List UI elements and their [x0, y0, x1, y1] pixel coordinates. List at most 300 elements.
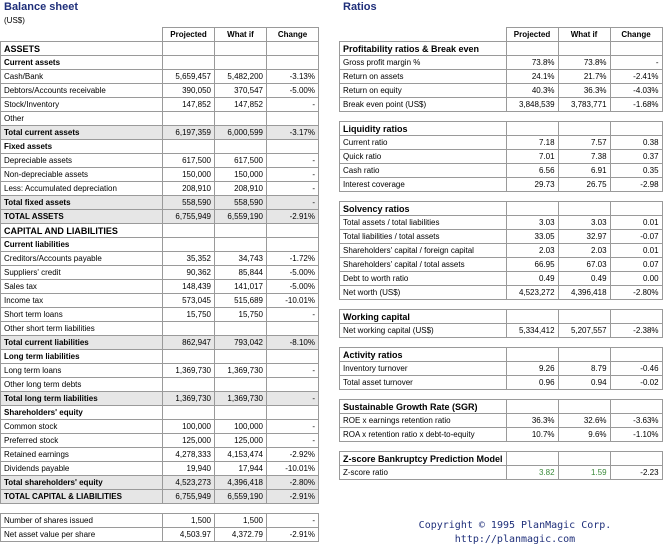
ratio-table-row	[340, 362, 663, 376]
balance-change-cell[interactable]: -	[267, 98, 319, 112]
balance-change-cell[interactable]: -	[267, 182, 319, 196]
ratio-section-heading	[340, 122, 663, 136]
balance-projected-cell[interactable]: 1,500	[163, 514, 215, 528]
ratio-row-label: Activity ratios	[340, 348, 507, 362]
balance-row-label: Total fixed assets	[1, 196, 163, 210]
ratio-change-cell[interactable]: -	[610, 56, 662, 70]
balance-change-cell[interactable]: -	[267, 420, 319, 434]
balance-projected-cell[interactable]: 147,852	[163, 98, 215, 112]
balance-what-if-cell[interactable]: 6,559,190	[215, 210, 267, 224]
ratio-what-if-header: What if	[558, 28, 610, 42]
balance-total-row	[1, 126, 319, 140]
ratio-spacer	[340, 300, 663, 310]
balance-what-if-cell[interactable]: 150,000	[215, 168, 267, 182]
ratio-section-heading	[340, 452, 663, 466]
ratio-what-if-cell[interactable]: 36.3%	[558, 84, 610, 98]
balance-row-label: Cash/Bank	[1, 70, 163, 84]
balance-table-row	[1, 70, 319, 84]
ratio-row-label: ROE x earnings retention ratio	[340, 414, 507, 428]
ratio-empty-cell	[506, 400, 558, 414]
ratio-what-if-cell[interactable]: 7.38	[558, 150, 610, 164]
ratio-spacer	[340, 442, 663, 452]
balance-what-if-cell[interactable]	[215, 378, 267, 392]
balance-what-if-cell[interactable]: 4,372.79	[215, 528, 267, 542]
ratio-row-label: Total asset turnover	[340, 376, 507, 390]
balance-row-label: Stock/Inventory	[1, 98, 163, 112]
balance-row-label: Common stock	[1, 420, 163, 434]
ratio-empty-cell	[558, 42, 610, 56]
balance-change-cell[interactable]: -5.00%	[267, 280, 319, 294]
balance-section-heading	[1, 224, 319, 238]
ratio-row-label: Z-score ratio	[340, 466, 507, 480]
ratio-empty-cell	[558, 348, 610, 362]
balance-empty-cell	[215, 140, 267, 154]
balance-what-if-cell[interactable]: 15,750	[215, 308, 267, 322]
balance-projected-cell[interactable]: 100,000	[163, 420, 215, 434]
balance-what-if-cell[interactable]: 617,500	[215, 154, 267, 168]
ratio-projected-cell[interactable]: 3,848,539	[506, 98, 558, 112]
balance-empty-cell	[267, 42, 319, 56]
balance-change-cell[interactable]: -2.91%	[267, 210, 319, 224]
balance-what-if-cell[interactable]: 370,547	[215, 84, 267, 98]
balance-change-header: Change	[267, 28, 319, 42]
balance-projected-cell[interactable]	[163, 112, 215, 126]
ratio-row-label: Return on equity	[340, 84, 507, 98]
balance-projected-cell[interactable]: 6,755,949	[163, 490, 215, 504]
ratio-section-heading	[340, 42, 663, 56]
ratio-spacer	[340, 390, 663, 400]
balance-empty-cell	[163, 42, 215, 56]
balance-projected-cell[interactable]: 15,750	[163, 308, 215, 322]
balance-projected-cell[interactable]: 6,755,949	[163, 210, 215, 224]
balance-change-cell[interactable]: -10.01%	[267, 294, 319, 308]
balance-projected-cell[interactable]	[163, 378, 215, 392]
ratio-row-label: Cash ratio	[340, 164, 507, 178]
ratio-row-label: Return on assets	[340, 70, 507, 84]
balance-row-label: Fixed assets	[1, 140, 163, 154]
balance-what-if-cell[interactable]: 141,017	[215, 280, 267, 294]
ratio-projected-cell[interactable]: 29.73	[506, 178, 558, 192]
ratio-what-if-cell[interactable]: 9.6%	[558, 428, 610, 442]
ratio-what-if-cell[interactable]: 32.97	[558, 230, 610, 244]
ratio-row-label: Z-score Bankruptcy Prediction Model	[340, 452, 507, 466]
balance-projected-cell[interactable]: 6,197,359	[163, 126, 215, 140]
balance-what-if-cell[interactable]: 147,852	[215, 98, 267, 112]
ratio-table-row	[340, 98, 663, 112]
balance-table-row	[1, 308, 319, 322]
ratio-what-if-cell[interactable]: 3,783,771	[558, 98, 610, 112]
ratio-header-row	[340, 28, 663, 42]
balance-change-cell[interactable]	[267, 378, 319, 392]
ratio-what-if-cell[interactable]: 32.6%	[558, 414, 610, 428]
balance-row-label: Sales tax	[1, 280, 163, 294]
ratios-title: Ratios	[343, 1, 377, 13]
balance-projected-cell[interactable]: 150,000	[163, 168, 215, 182]
balance-what-if-cell[interactable]: 125,000	[215, 434, 267, 448]
ratio-empty-cell	[610, 42, 662, 56]
balance-projected-cell[interactable]: 558,590	[163, 196, 215, 210]
balance-empty-cell	[163, 224, 215, 238]
balance-table-row	[1, 364, 319, 378]
ratio-row-label: Interest coverage	[340, 178, 507, 192]
balance-projected-cell[interactable]: 862,947	[163, 336, 215, 350]
balance-change-cell[interactable]: -	[267, 434, 319, 448]
balance-change-cell[interactable]: -	[267, 364, 319, 378]
ratio-table-row	[340, 136, 663, 150]
ratio-change-cell[interactable]: -4.03%	[610, 84, 662, 98]
balance-projected-header: Projected	[163, 28, 215, 42]
balance-table-row	[1, 182, 319, 196]
ratio-what-if-cell[interactable]: 73.8%	[558, 56, 610, 70]
ratio-projected-cell[interactable]: 33.05	[506, 230, 558, 244]
ratio-projected-cell[interactable]: 2.03	[506, 244, 558, 258]
balance-empty-cell	[215, 42, 267, 56]
ratio-section-heading	[340, 400, 663, 414]
ratio-row-label: Net worth (US$)	[340, 286, 507, 300]
balance-row-label: CAPITAL AND LIABILITIES	[1, 224, 163, 238]
ratio-projected-cell[interactable]: 36.3%	[506, 414, 558, 428]
ratio-empty-cell	[610, 310, 662, 324]
ratio-projected-header: Projected	[506, 28, 558, 42]
balance-what-if-cell[interactable]: 1,369,730	[215, 392, 267, 406]
ratio-change-cell[interactable]: 0.01	[610, 244, 662, 258]
balance-row-label: Creditors/Accounts payable	[1, 252, 163, 266]
balance-row-label: Less: Accumulated depreciation	[1, 182, 163, 196]
balance-projected-cell[interactable]	[163, 322, 215, 336]
ratios-table	[339, 27, 663, 480]
balance-empty-cell	[163, 406, 215, 420]
ratio-empty-cell	[610, 400, 662, 414]
balance-total-row	[1, 476, 319, 490]
ratio-what-if-cell[interactable]: 8.79	[558, 362, 610, 376]
balance-table-row	[1, 378, 319, 392]
balance-what-if-cell[interactable]: 1,500	[215, 514, 267, 528]
ratio-empty-cell	[506, 452, 558, 466]
balance-what-if-cell[interactable]: 5,482,200	[215, 70, 267, 84]
copyright-footer	[390, 519, 640, 547]
balance-row-label: Long term loans	[1, 364, 163, 378]
ratio-empty-cell	[558, 310, 610, 324]
balance-projected-cell[interactable]: 148,439	[163, 280, 215, 294]
ratio-projected-cell[interactable]: 4,523,272	[506, 286, 558, 300]
ratio-change-cell[interactable]: -3.63%	[610, 414, 662, 428]
ratio-spacer	[340, 338, 663, 348]
ratio-row-label: Current ratio	[340, 136, 507, 150]
balance-projected-cell[interactable]: 35,352	[163, 252, 215, 266]
ratio-projected-cell[interactable]: 24.1%	[506, 70, 558, 84]
ratios-panel	[339, 0, 670, 480]
balance-row-label: Total shareholders' equity	[1, 476, 163, 490]
balance-row-label: Total current liabilities	[1, 336, 163, 350]
balance-row-label: Non-depreciable assets	[1, 168, 163, 182]
ratio-empty-cell	[506, 122, 558, 136]
ratio-row-label: Working capital	[340, 310, 507, 324]
balance-projected-cell[interactable]: 1,369,730	[163, 392, 215, 406]
balance-row-label: Current liabilities	[1, 238, 163, 252]
balance-empty-cell	[163, 350, 215, 364]
ratio-change-cell[interactable]: -2.23	[610, 466, 662, 480]
ratio-table-row	[340, 272, 663, 286]
ratio-empty-cell	[610, 452, 662, 466]
balance-row-label: Shareholders' equity	[1, 406, 163, 420]
balance-total-row	[1, 196, 319, 210]
balance-change-cell[interactable]: -	[267, 392, 319, 406]
balance-projected-cell[interactable]: 90,362	[163, 266, 215, 280]
balance-projected-cell[interactable]: 573,045	[163, 294, 215, 308]
ratio-table-row	[340, 56, 663, 70]
balance-what-if-cell[interactable]: 1,369,730	[215, 364, 267, 378]
ratio-table-row	[340, 258, 663, 272]
balance-what-if-cell[interactable]: 6,559,190	[215, 490, 267, 504]
ratio-change-cell[interactable]: 0.01	[610, 216, 662, 230]
balance-change-cell[interactable]: -	[267, 308, 319, 322]
ratio-row-label: Liquidity ratios	[340, 122, 507, 136]
ratio-projected-cell[interactable]: 3.82	[506, 466, 558, 480]
ratio-projected-cell[interactable]: 9.26	[506, 362, 558, 376]
balance-what-if-cell[interactable]: 4,396,418	[215, 476, 267, 490]
balance-change-cell[interactable]: -2.91%	[267, 528, 319, 542]
balance-projected-cell[interactable]: 617,500	[163, 154, 215, 168]
ratio-projected-cell[interactable]: 73.8%	[506, 56, 558, 70]
balance-empty-cell	[215, 406, 267, 420]
balance-change-cell[interactable]: -3.17%	[267, 126, 319, 140]
balance-what-if-cell[interactable]: 558,590	[215, 196, 267, 210]
balance-empty-cell	[267, 350, 319, 364]
ratio-table-row	[340, 286, 663, 300]
balance-table-row	[1, 252, 319, 266]
balance-table-row	[1, 448, 319, 462]
ratio-what-if-cell[interactable]: 0.49	[558, 272, 610, 286]
ratio-change-cell[interactable]: -1.10%	[610, 428, 662, 442]
ratio-empty-cell	[506, 348, 558, 362]
balance-row-label: Other long term debts	[1, 378, 163, 392]
ratio-change-cell[interactable]: -2.80%	[610, 286, 662, 300]
balance-section-heading	[1, 406, 319, 420]
ratio-empty-cell	[558, 122, 610, 136]
balance-what-if-cell[interactable]: 85,844	[215, 266, 267, 280]
balance-section-heading	[1, 238, 319, 252]
ratio-what-if-cell[interactable]: 2.03	[558, 244, 610, 258]
ratio-row-label: Quick ratio	[340, 150, 507, 164]
balance-row-label: Other	[1, 112, 163, 126]
balance-projected-cell[interactable]: 4,523,273	[163, 476, 215, 490]
ratio-section-heading	[340, 202, 663, 216]
ratio-change-cell[interactable]: -2.38%	[610, 324, 662, 338]
balance-spacer	[1, 504, 319, 514]
ratio-change-cell[interactable]: 0.37	[610, 150, 662, 164]
ratio-what-if-cell[interactable]: 3.03	[558, 216, 610, 230]
ratio-change-cell[interactable]: -2.41%	[610, 70, 662, 84]
ratio-projected-cell[interactable]: 66.95	[506, 258, 558, 272]
ratio-what-if-cell[interactable]: 21.7%	[558, 70, 610, 84]
ratio-row-label: Shareholders' capital / foreign capital	[340, 244, 507, 258]
balance-projected-cell[interactable]: 1,369,730	[163, 364, 215, 378]
ratio-change-cell[interactable]: -0.46	[610, 362, 662, 376]
balance-change-cell[interactable]: -5.00%	[267, 266, 319, 280]
ratio-table-row	[340, 466, 663, 480]
balance-change-cell[interactable]: -	[267, 514, 319, 528]
website-link[interactable]: http://planmagic.com	[454, 534, 576, 545]
balance-row-label: Net asset value per share	[1, 528, 163, 542]
ratio-projected-cell[interactable]: 7.18	[506, 136, 558, 150]
balance-change-cell[interactable]: -8.10%	[267, 336, 319, 350]
balance-what-if-cell[interactable]: 515,689	[215, 294, 267, 308]
ratio-change-cell[interactable]: 0.07	[610, 258, 662, 272]
ratio-change-cell[interactable]: 0.35	[610, 164, 662, 178]
balance-table-row	[1, 528, 319, 542]
balance-table-row	[1, 98, 319, 112]
ratio-row-label: Profitability ratios & Break even	[340, 42, 507, 56]
ratio-change-cell[interactable]: 0.00	[610, 272, 662, 286]
balance-table-row	[1, 322, 319, 336]
balance-what-if-cell[interactable]: 17,944	[215, 462, 267, 476]
balance-what-if-cell[interactable]: 4,153,474	[215, 448, 267, 462]
balance-change-cell[interactable]	[267, 322, 319, 336]
balance-row-label: Number of shares issued	[1, 514, 163, 528]
balance-change-cell[interactable]: -10.01%	[267, 462, 319, 476]
balance-table-row	[1, 420, 319, 434]
balance-change-cell[interactable]: -2.92%	[267, 448, 319, 462]
balance-total-row	[1, 490, 319, 504]
balance-table-row	[1, 462, 319, 476]
ratio-change-header: Change	[610, 28, 662, 42]
balance-empty-cell	[267, 140, 319, 154]
ratio-table-row	[340, 244, 663, 258]
balance-row-label: Short term loans	[1, 308, 163, 322]
balance-sheet-title: Balance sheet	[4, 1, 78, 13]
ratio-empty-cell	[610, 202, 662, 216]
balance-row-label: Long term liabilities	[1, 350, 163, 364]
balance-total-row	[1, 336, 319, 350]
ratio-change-cell[interactable]: -0.07	[610, 230, 662, 244]
balance-change-cell[interactable]: -3.13%	[267, 70, 319, 84]
ratio-projected-cell[interactable]: 3.03	[506, 216, 558, 230]
ratio-empty-cell	[558, 452, 610, 466]
balance-change-cell[interactable]: -	[267, 154, 319, 168]
balance-section-heading	[1, 42, 319, 56]
balance-empty-cell	[163, 140, 215, 154]
balance-empty-cell	[215, 224, 267, 238]
balance-what-if-cell[interactable]	[215, 112, 267, 126]
ratio-projected-cell[interactable]: 40.3%	[506, 84, 558, 98]
balance-empty-cell	[267, 238, 319, 252]
balance-projected-cell[interactable]: 5,659,457	[163, 70, 215, 84]
balance-change-cell[interactable]	[267, 112, 319, 126]
balance-projected-cell[interactable]: 4,278,333	[163, 448, 215, 462]
balance-projected-cell[interactable]: 19,940	[163, 462, 215, 476]
ratio-row-label: ROA x retention ratio x debt-to-equity	[340, 428, 507, 442]
balance-projected-cell[interactable]: 125,000	[163, 434, 215, 448]
balance-projected-cell[interactable]: 208,910	[163, 182, 215, 196]
ratio-table-row	[340, 414, 663, 428]
balance-change-cell[interactable]: -	[267, 168, 319, 182]
ratio-what-if-cell[interactable]: 6.91	[558, 164, 610, 178]
ratio-projected-cell[interactable]: 0.49	[506, 272, 558, 286]
balance-row-label: Depreciable assets	[1, 154, 163, 168]
balance-empty-cell	[267, 406, 319, 420]
ratio-empty-cell	[506, 42, 558, 56]
currency-label: (US$)	[4, 16, 25, 25]
balance-what-if-header: What if	[215, 28, 267, 42]
balance-what-if-cell[interactable]	[215, 322, 267, 336]
ratio-table-row	[340, 216, 663, 230]
balance-what-if-cell[interactable]: 6,000,599	[215, 126, 267, 140]
balance-projected-cell[interactable]: 390,050	[163, 84, 215, 98]
ratio-spacer	[340, 112, 663, 122]
balance-table-row	[1, 434, 319, 448]
ratio-what-if-cell[interactable]: 26.75	[558, 178, 610, 192]
ratio-empty-cell	[506, 310, 558, 324]
balance-row-label: TOTAL ASSETS	[1, 210, 163, 224]
balance-row-label: Preferred stock	[1, 434, 163, 448]
ratio-projected-cell[interactable]: 5,334,412	[506, 324, 558, 338]
ratio-empty-cell	[558, 400, 610, 414]
balance-empty-cell	[163, 56, 215, 70]
balance-change-cell[interactable]: -2.80%	[267, 476, 319, 490]
ratio-change-cell[interactable]: -0.02	[610, 376, 662, 390]
ratio-table-row	[340, 324, 663, 338]
ratio-projected-cell[interactable]: 6.56	[506, 164, 558, 178]
ratio-section-heading	[340, 310, 663, 324]
ratio-what-if-cell[interactable]: 0.94	[558, 376, 610, 390]
ratio-table-row	[340, 164, 663, 178]
balance-empty-cell	[267, 56, 319, 70]
balance-what-if-cell[interactable]: 793,042	[215, 336, 267, 350]
ratio-change-cell[interactable]: 0.38	[610, 136, 662, 150]
balance-what-if-cell[interactable]: 208,910	[215, 182, 267, 196]
balance-row-label: ASSETS	[1, 42, 163, 56]
ratio-change-cell[interactable]: -1.68%	[610, 98, 662, 112]
balance-change-cell[interactable]: -1.72%	[267, 252, 319, 266]
balance-row-label: Total long term liabilities	[1, 392, 163, 406]
balance-table-row	[1, 112, 319, 126]
balance-projected-cell[interactable]: 4,503.97	[163, 528, 215, 542]
ratio-table-row	[340, 376, 663, 390]
ratio-row-label: Net working capital (US$)	[340, 324, 507, 338]
ratio-row-label: Debt to worth ratio	[340, 272, 507, 286]
ratio-what-if-cell[interactable]: 1.59	[558, 466, 610, 480]
copyright-text: Copyright © 1995 PlanMagic Corp.	[418, 520, 612, 531]
balance-what-if-cell[interactable]: 100,000	[215, 420, 267, 434]
balance-row-label: Suppliers' credit	[1, 266, 163, 280]
ratio-projected-cell[interactable]: 0.96	[506, 376, 558, 390]
ratio-table-row	[340, 178, 663, 192]
ratio-row-label: Total liabilities / total assets	[340, 230, 507, 244]
balance-change-cell[interactable]: -5.00%	[267, 84, 319, 98]
ratio-empty-cell	[506, 202, 558, 216]
balance-row-label: Total current assets	[1, 126, 163, 140]
balance-change-cell[interactable]: -2.91%	[267, 490, 319, 504]
balance-change-cell[interactable]: -	[267, 196, 319, 210]
ratio-change-cell[interactable]: -2.98	[610, 178, 662, 192]
ratio-spacer	[340, 192, 663, 202]
balance-sheet-panel	[0, 0, 332, 542]
ratio-what-if-cell[interactable]: 7.57	[558, 136, 610, 150]
ratio-what-if-cell[interactable]: 5,207,557	[558, 324, 610, 338]
balance-row-label: Income tax	[1, 294, 163, 308]
balance-what-if-cell[interactable]: 34,743	[215, 252, 267, 266]
ratio-projected-cell[interactable]: 10.7%	[506, 428, 558, 442]
ratio-empty-cell	[558, 202, 610, 216]
ratio-table-row	[340, 230, 663, 244]
ratio-empty-cell	[610, 348, 662, 362]
ratio-what-if-cell[interactable]: 4,396,418	[558, 286, 610, 300]
ratio-projected-cell[interactable]: 7.01	[506, 150, 558, 164]
balance-table-row	[1, 84, 319, 98]
balance-section-heading	[1, 56, 319, 70]
ratio-what-if-cell[interactable]: 67.03	[558, 258, 610, 272]
balance-row-label: Current assets	[1, 56, 163, 70]
